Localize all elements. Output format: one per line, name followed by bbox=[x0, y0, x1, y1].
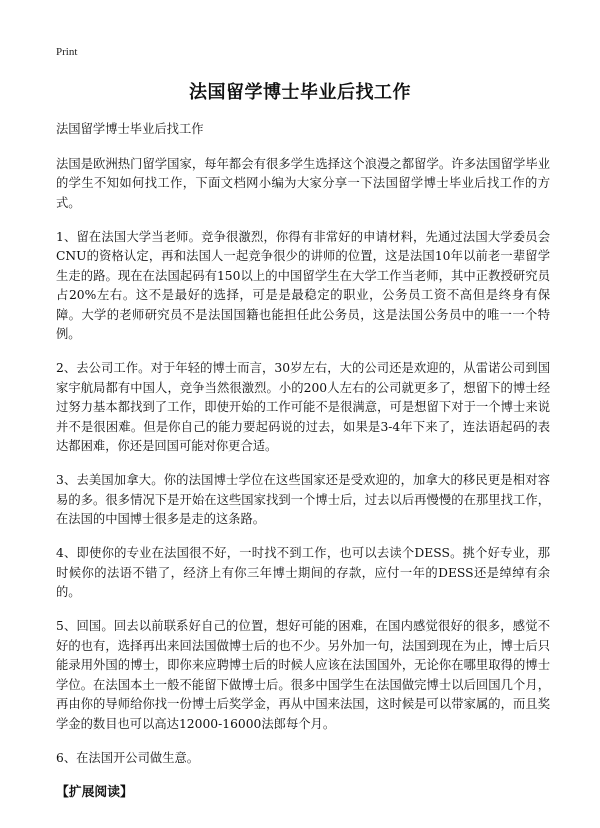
paragraph-return-home: 5、回国。回去以前联系好自己的位置，想好可能的困难，在国内感觉很好的很多，感觉不好的也有，选择再出来回法国做博士后的也不少。另外加一句，法国到现在为止，博士后只能录用外国的博士，即你来应聘博士后的时候人应该在法国国外，无论你在哪里取得的博士学位。在法国本土一般不能留下做博士后。很多中国学生在法国做完博士以后回国几个月，再由你的导师给你找一份博士后奖学金，再从中国来法国，这时候是可以带家属的，而且奖学金的数目也可以高达12000-16000法郎每个月。 bbox=[56, 619, 550, 731]
print-label[interactable]: Print bbox=[56, 46, 78, 58]
paragraph-company-work: 2、去公司工作。对于年轻的博士而言，30岁左右，大的公司还是欢迎的，从雷诺公司到国家宇航局都有中国人，竞争当然很激烈。小的200人左右的公司就更多了，想留下的博士经过努力基本都找到了工作，即使开始的工作可能不是很满意，可是想留下对于一个博士来说并不是很困难。但是你自己的能力要起码说的过去，如果是3-4年下来了，连法语起码的表达都困难，你还是回国可能对你更合适。 bbox=[56, 361, 550, 453]
extended-reading-heading: 【扩展阅读】 bbox=[56, 784, 133, 800]
paragraph-stay-as-teacher: 1、留在法国大学当老师。竞争很激烈，你得有非常好的申请材料，先通过法国大学委员会CNU的资格认定，再和法国人一起竞争很少的讲师的位置，这是法国10年以前老一辈留学生走的路。现在在法国起码有150以上的中国留学生在大学工作当老师，其中正教授研究员占20%左右。这不是最好的选择，可是是最稳定的职业，公务员工资不高但是终身有保障。大学的老师研究员不是法国国籍也能担任此公务员，这是法国公务员中的唯一一个特例。 bbox=[56, 229, 550, 341]
paragraph-dess: 4、即使你的专业在法国很不好，一时找不到工作，也可以去读个DESS。挑个好专业，那时候你的法语不错了，经济上有你三年博士期间的存款，应付一年的DESS还是绰绰有余的。 bbox=[56, 546, 550, 599]
paragraph-us-canada: 3、去美国加拿大。你的法国博士学位在这些国家还是受欢迎的，加拿大的移民更是相对容易的多。很多情况下是开始在这些国家找到一个博士后，过去以后再慢慢的在那里找工作，在法国的中国博士很多是走的这条路。 bbox=[56, 473, 550, 526]
document-body bbox=[56, 120, 550, 817]
intro-paragraph: 法国是欧洲热门留学国家，每年都会有很多学生选择这个浪漫之都留学。许多法国留学毕业的学生不知如何找工作，下面文档网小编为大家分享一下法国留学博士毕业后找工作的方式。 bbox=[56, 156, 550, 210]
paragraph-start-company: 6、在法国开公司做生意。 bbox=[56, 750, 200, 765]
document-subtitle: 法国留学博士毕业后找工作 bbox=[56, 122, 204, 136]
page-title: 法国留学博士毕业后找工作 bbox=[189, 82, 411, 103]
